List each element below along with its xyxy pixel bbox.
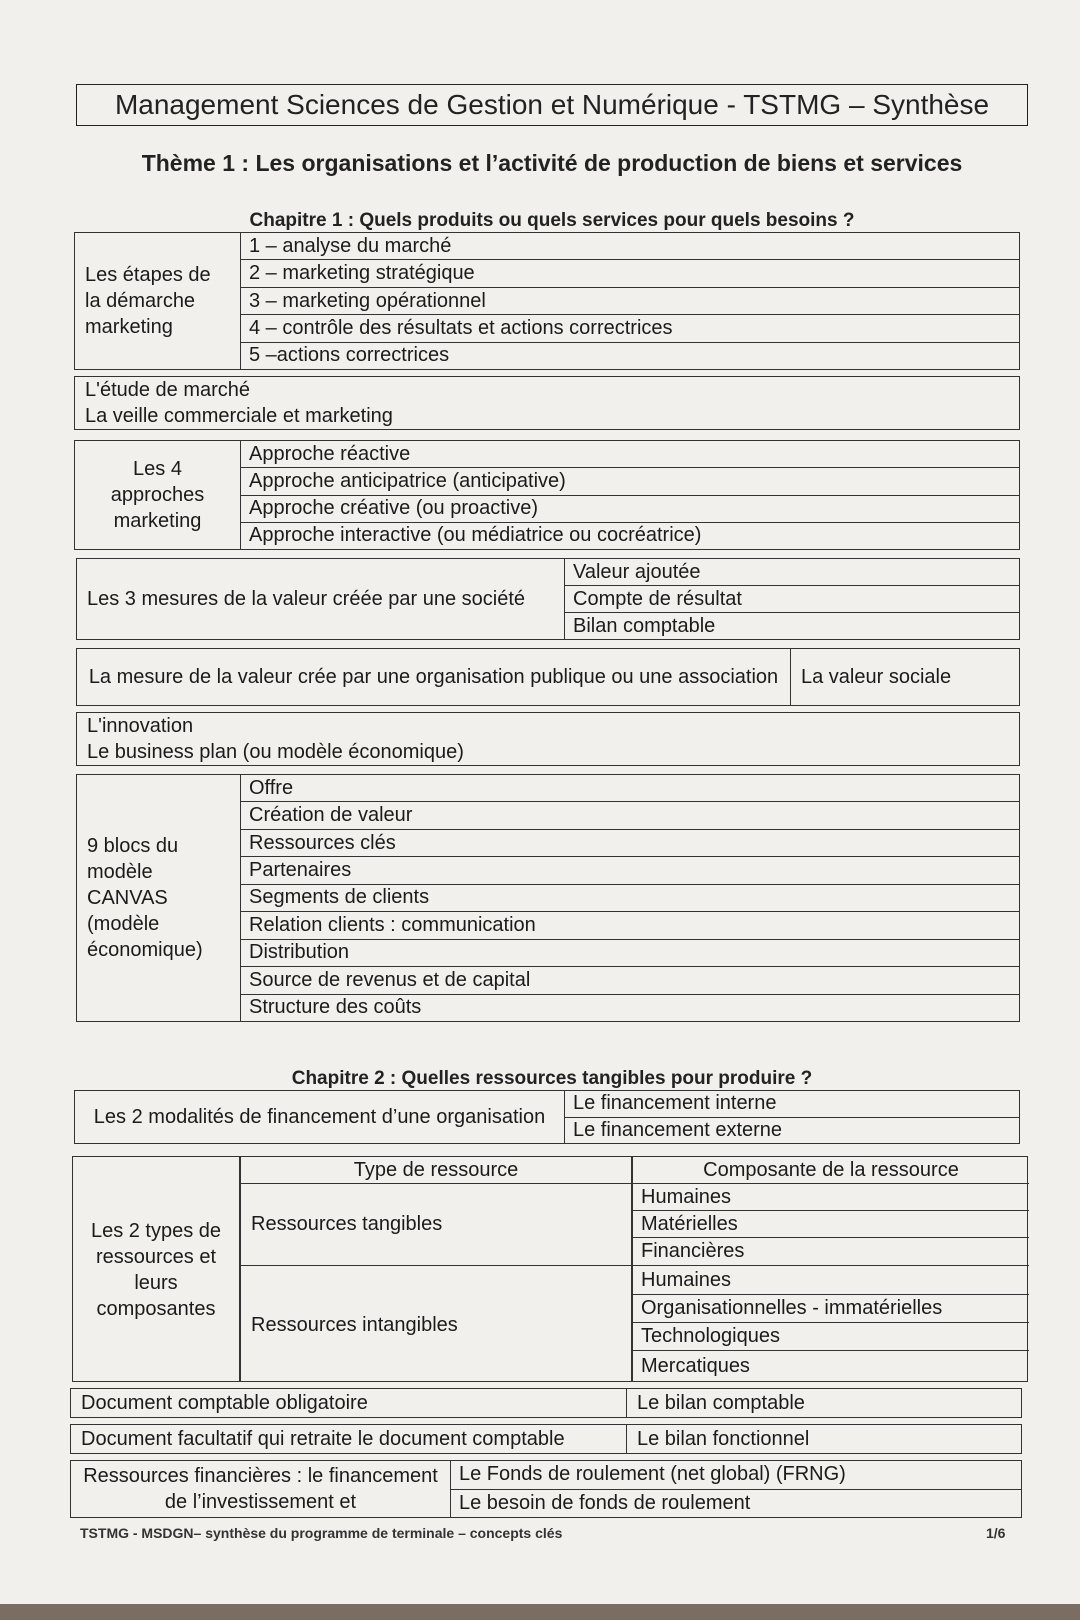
- composante-item: Mercatiques: [641, 1354, 750, 1377]
- ressources-table: [72, 1156, 1028, 1382]
- canvas-item: Ressources clés: [241, 829, 1019, 856]
- canvas-item: Distribution: [241, 939, 1019, 966]
- financement-item: Le financement externe: [565, 1117, 1019, 1144]
- mesure-publique-table: [76, 648, 1020, 706]
- canvas-item: Offre: [249, 776, 294, 799]
- approche-item: Approche réactive: [249, 442, 411, 465]
- etapes-table: [74, 232, 1020, 370]
- page-number: 1/6: [986, 1525, 1006, 1541]
- doc-facultatif-table: [70, 1424, 1022, 1454]
- canvas-item: Partenaires: [241, 856, 1019, 883]
- etapes-item: 2 – marketing stratégique: [241, 259, 1019, 286]
- mesure-item: Bilan comptable: [565, 612, 1019, 639]
- composante-item: Financières: [641, 1240, 745, 1262]
- doc-facultatif-value: Le bilan fonctionnel: [637, 1427, 810, 1450]
- etapes-item: 3 – marketing opérationnel: [241, 287, 1019, 314]
- ressources-financieres-item: Le besoin de fonds de roulement: [451, 1489, 1021, 1518]
- canvas-table: [76, 774, 1020, 1022]
- ressources-financieres-label: Ressources financières : le financement de l’investissement et: [71, 1461, 451, 1517]
- doc-facultatif-label: Document facultatif qui retraite le document comptable: [71, 1425, 627, 1453]
- doc-obligatoire-table: [70, 1388, 1022, 1418]
- approche-item: Approche interactive (ou médiatrice ou cocréatrice): [241, 522, 1019, 549]
- chapter-2-title: Chapitre 2 : Quelles ressources tangibles pour produire ?: [291, 1068, 813, 1089]
- canvas-item: Structure des coûts: [241, 994, 1019, 1021]
- approche-item: Approche anticipatrice (anticipative): [241, 467, 1019, 494]
- mesure-item: Valeur ajoutée: [573, 560, 701, 583]
- page-title: Management Sciences de Gestion et Numérique - TSTMG – Synthèse: [76, 84, 1028, 126]
- approches-table: [74, 440, 1020, 550]
- financement-table: [74, 1090, 1020, 1144]
- innovation-box: [76, 712, 1020, 766]
- mesure-publique-value: La valeur sociale: [801, 665, 952, 688]
- innovation-line: L'innovation: [87, 715, 194, 737]
- footer-text: TSTMG - MSDGN– synthèse du programme de terminale – concepts clés: [80, 1525, 563, 1541]
- canvas-label: 9 blocs du modèle CANVAS (modèle économique): [77, 775, 241, 1021]
- mesure-publique-label: La mesure de la valeur crée par une organisation publique ou une association: [77, 649, 791, 705]
- approches-label: Les 4 approches marketing: [75, 441, 241, 549]
- approche-item: Approche créative (ou proactive): [241, 495, 1019, 522]
- ressources-financieres-item: Le Fonds de roulement (net global) (FRNG): [459, 1463, 846, 1486]
- composante-item: Technologiques: [641, 1325, 780, 1347]
- ressources-intangibles: Ressources intangibles: [251, 1313, 458, 1336]
- etude-line: L'étude de marché: [85, 379, 251, 401]
- ressources-tangibles: Ressources tangibles: [251, 1213, 443, 1235]
- financement-label: Les 2 modalités de financement d’une organisation: [75, 1091, 565, 1143]
- composante-item: Organisationnelles - immatérielles: [641, 1297, 943, 1319]
- canvas-item: Relation clients : communication: [241, 911, 1019, 938]
- mesures-table: [76, 558, 1020, 640]
- canvas-item: Segments de clients: [241, 884, 1019, 911]
- ressources-financieres-table: [70, 1460, 1022, 1518]
- financement-item: Le financement interne: [573, 1092, 777, 1115]
- etapes-item: 1 – analyse du marché: [249, 234, 452, 257]
- ressources-label: Les 2 types de ressources et leurs composantes: [90, 1220, 222, 1320]
- composante-item: Humaines: [641, 1185, 732, 1208]
- etapes-label: Les étapes de la démarche marketing: [75, 233, 241, 369]
- header-composante: Composante de la ressource: [703, 1158, 959, 1181]
- mesures-label: Les 3 mesures de la valeur créée par une société: [77, 559, 565, 639]
- etapes-item: 5 –actions correctrices: [241, 342, 1019, 369]
- composante-item: Humaines: [641, 1268, 732, 1291]
- doc-obligatoire-value: Le bilan comptable: [637, 1391, 805, 1414]
- canvas-item: Source de revenus et de capital: [241, 966, 1019, 993]
- chapter-1-title: Chapitre 1 : Quels produits ou quels services pour quels besoins ?: [249, 210, 855, 231]
- canvas-item: Création de valeur: [241, 801, 1019, 828]
- etapes-item: 4 – contrôle des résultats et actions correctrices: [241, 314, 1019, 341]
- innovation-line: Le business plan (ou modèle économique): [87, 741, 464, 763]
- header-type: Type de ressource: [353, 1158, 519, 1181]
- doc-obligatoire-label: Document comptable obligatoire: [71, 1389, 627, 1417]
- theme-title: Thème 1 : Les organisations et l’activité de production de biens et services: [141, 150, 963, 176]
- etude-line: La veille commerciale et marketing: [85, 405, 393, 427]
- mesure-item: Compte de résultat: [565, 585, 1019, 612]
- etude-box: [74, 376, 1020, 430]
- composante-item: Matérielles: [641, 1212, 738, 1235]
